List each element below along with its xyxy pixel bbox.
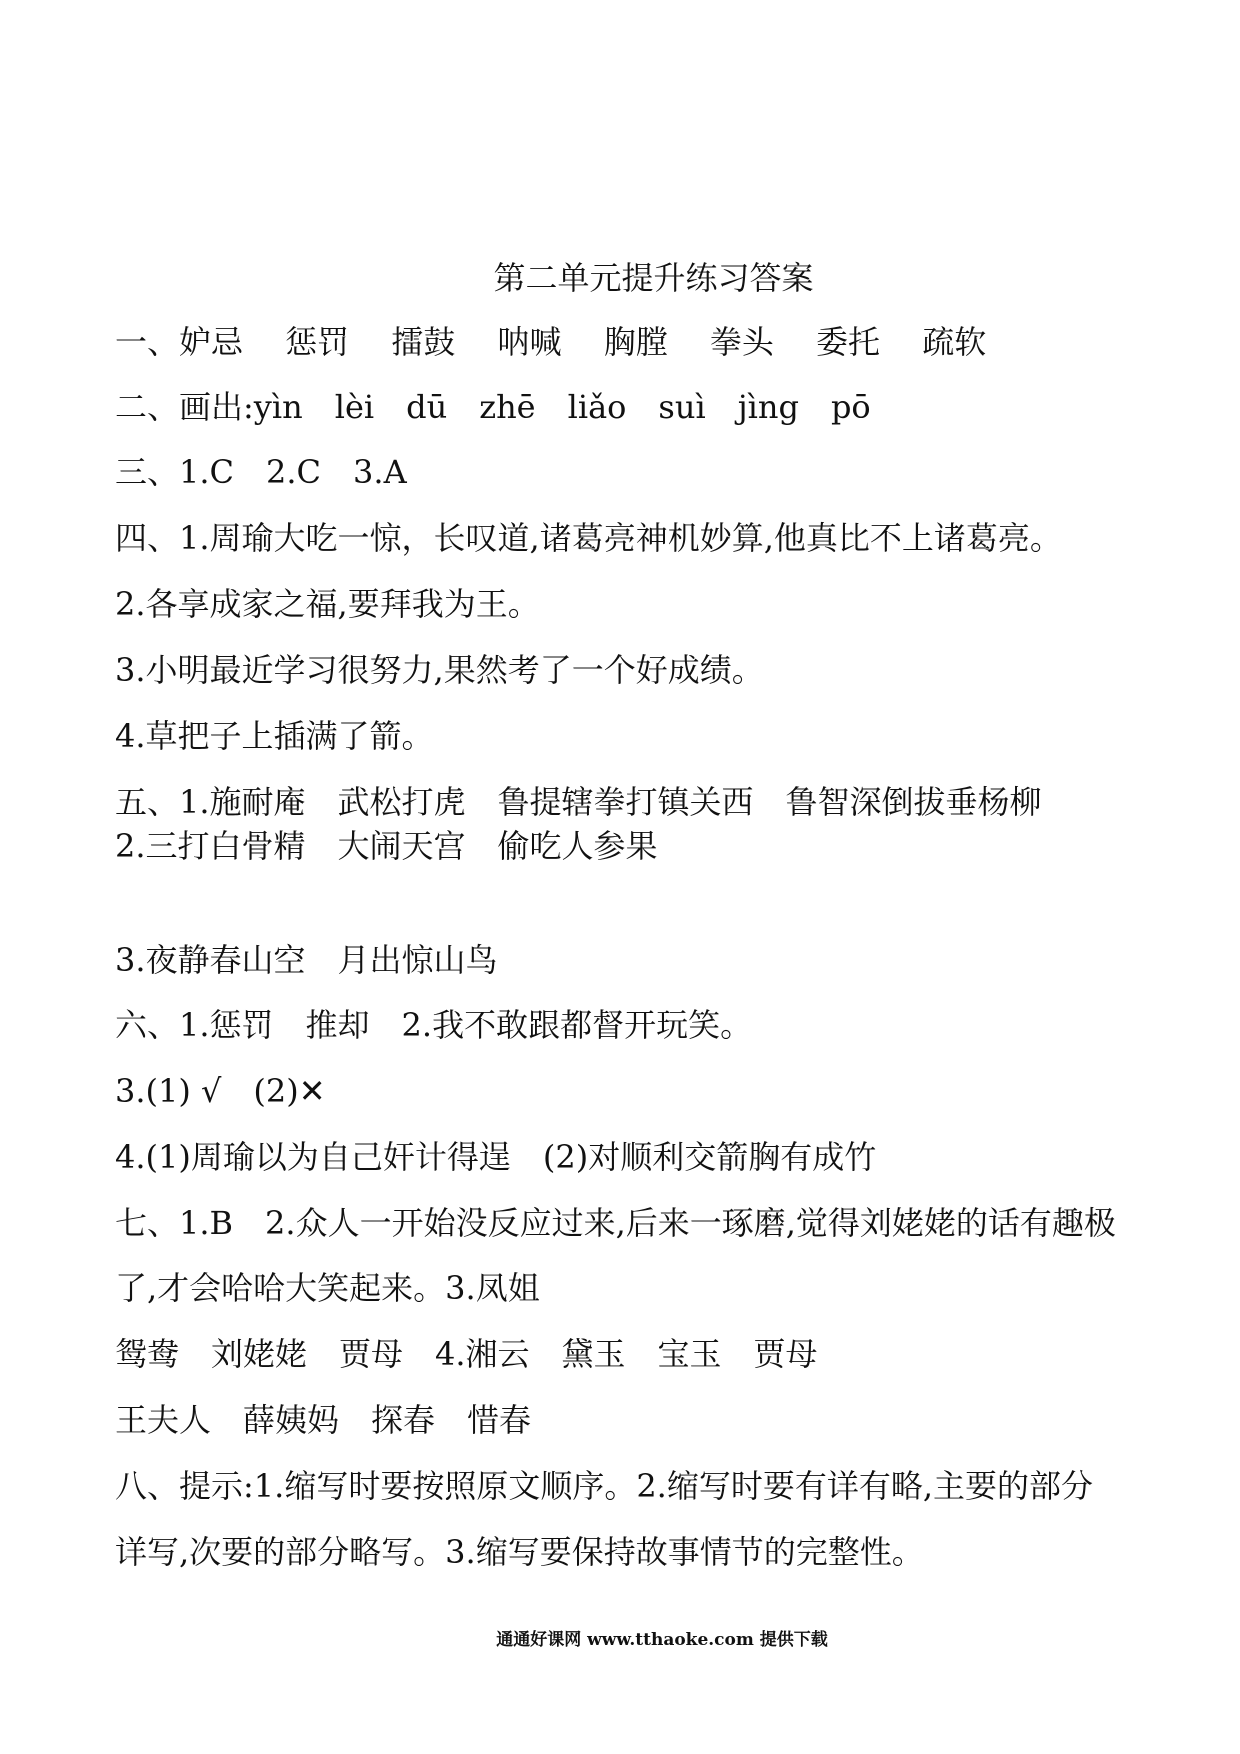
answer-line: 3.小明最近学习很努力,果然考了一个好成绩。 xyxy=(115,651,764,689)
answer-line: 4.(1)周瑜以为自己奸计得逞 (2)对顺利交箭胸有成竹 xyxy=(115,1138,877,1176)
answer-line: 七、1.B 2.众人一开始没反应过来,后来一琢磨,觉得刘姥姥的话有趣极 xyxy=(115,1204,1116,1242)
answer-line: 3.夜静春山空 月出惊山鸟 xyxy=(115,941,498,979)
answer-line: 二、画出:yìn lèi dū zhē liǎo suì jìng pō xyxy=(115,388,871,426)
download-source-footer: 通通好课网 www.tthaoke.com 提供下载 xyxy=(496,1630,828,1650)
answer-line: 五、1.施耐庵 武松打虎 鲁提辖拳打镇关西 鲁智深倒拔垂杨柳 xyxy=(115,783,1042,821)
answer-line: 三、1.C 2.C 3.A xyxy=(115,453,407,491)
answer-line: 3.(1) √ (2)✕ xyxy=(115,1072,326,1110)
answer-line: 2.三打白骨精 大闹天宫 偷吃人参果 xyxy=(115,827,658,865)
page-title: 第二单元提升练习答案 xyxy=(493,259,814,297)
answer-line: 八、提示:1.缩写时要按照原文顺序。2.缩写时要有详有略,主要的部分 xyxy=(115,1467,1094,1505)
answer-line: 4.草把子上插满了箭。 xyxy=(115,717,434,755)
answer-line: 六、1.惩罚 推却 2.我不敢跟都督开玩笑。 xyxy=(115,1006,753,1044)
answer-line: 了,才会哈哈大笑起来。3.凤姐 xyxy=(115,1269,540,1307)
answer-line: 鸳鸯 刘姥姥 贾母 4.湘云 黛玉 宝玉 贾母 xyxy=(115,1335,818,1373)
answer-line: 四、1.周瑜大吃一惊，长叹道,诸葛亮神机妙算,他真比不上诸葛亮。 xyxy=(115,519,1062,557)
answer-line: 2.各享成家之福,要拜我为王。 xyxy=(115,585,540,623)
answer-line: 详写,次要的部分略写。3.缩写要保持故事情节的完整性。 xyxy=(115,1533,924,1571)
answer-line: 一、妒忌 惩罚 擂鼓 呐喊 胸膛 拳头 委托 疏软 xyxy=(115,323,987,361)
answer-line: 王夫人 薛姨妈 探春 惜春 xyxy=(115,1401,532,1439)
